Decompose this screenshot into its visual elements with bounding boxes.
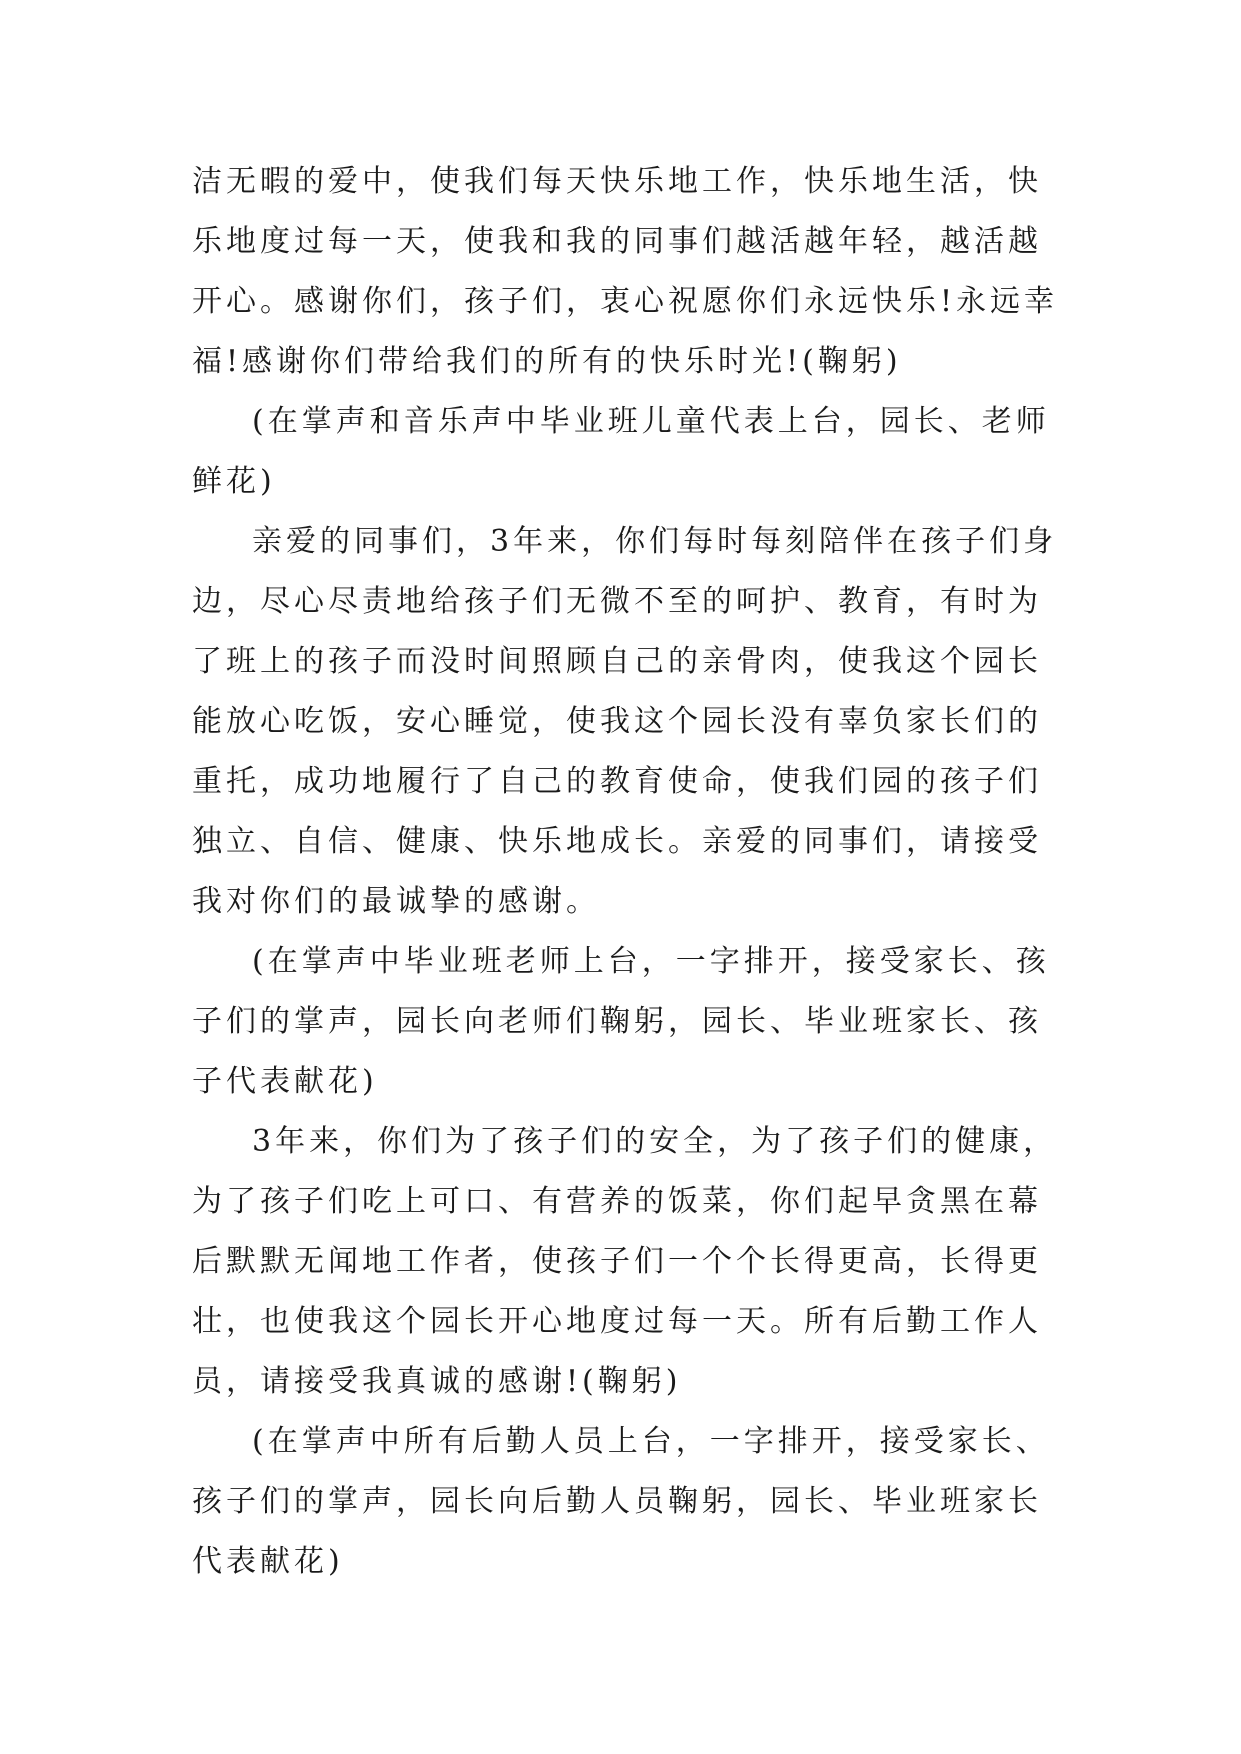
paragraph-thanks-staff: 3年来，你们为了孩子们的安全，为了孩子们的健康，为了孩子们吃上可口、有营养的饭菜，你们起早贪黑在幕后默默无闻地工作者，使孩子们一个个长得更高，长得更壮，也使我这个园长开心地度过每一天。所有后勤工作人员，请接受我真诚的感谢!(鞠躬) [192,1124,1058,1399]
paragraph-stage-direction: (在掌声中毕业班老师上台，一字排开，接受家长、孩子们的掌声，园长向老师们鞠躬，园长、毕业班家长、孩子代表献花) [192,944,1050,1099]
paragraph-stage-direction: (在掌声和音乐声中毕业班儿童代表上台，园长、老师鲜花) [192,404,1050,499]
paragraph-stage-direction: (在掌声中所有后勤人员上台，一字排开，接受家长、孩子们的掌声，园长向后勤人员鞠躬，园长、毕业班家长代表献花) [192,1424,1050,1579]
paragraph-continued: 洁无暇的爱中，使我们每天快乐地工作，快乐地生活，快乐地度过每一天，使我和我的同事们越活越年轻，越活越开心。感谢你们，孩子们，衷心祝愿你们永远快乐!永远幸福!感谢你们带给我们的所有的快乐时光!(鞠躬) [192,164,1059,379]
paragraph-thanks-colleagues: 亲爱的同事们，3年来，你们每时每刻陪伴在孩子们身边，尽心尽责地给孩子们无微不至的呵护、教育，有时为了班上的孩子而没时间照顾自己的亲骨肉，使我这个园长能放心吃饭，安心睡觉，使我这个园长没有辜负家长们的重托，成功地履行了自己的教育使命，使我们园的孩子们独立、自信、健康、快乐地成长。亲爱的同事们，请接受我对你们的最诚挚的感谢。 [192,524,1058,919]
body-text [192,152,1072,1592]
